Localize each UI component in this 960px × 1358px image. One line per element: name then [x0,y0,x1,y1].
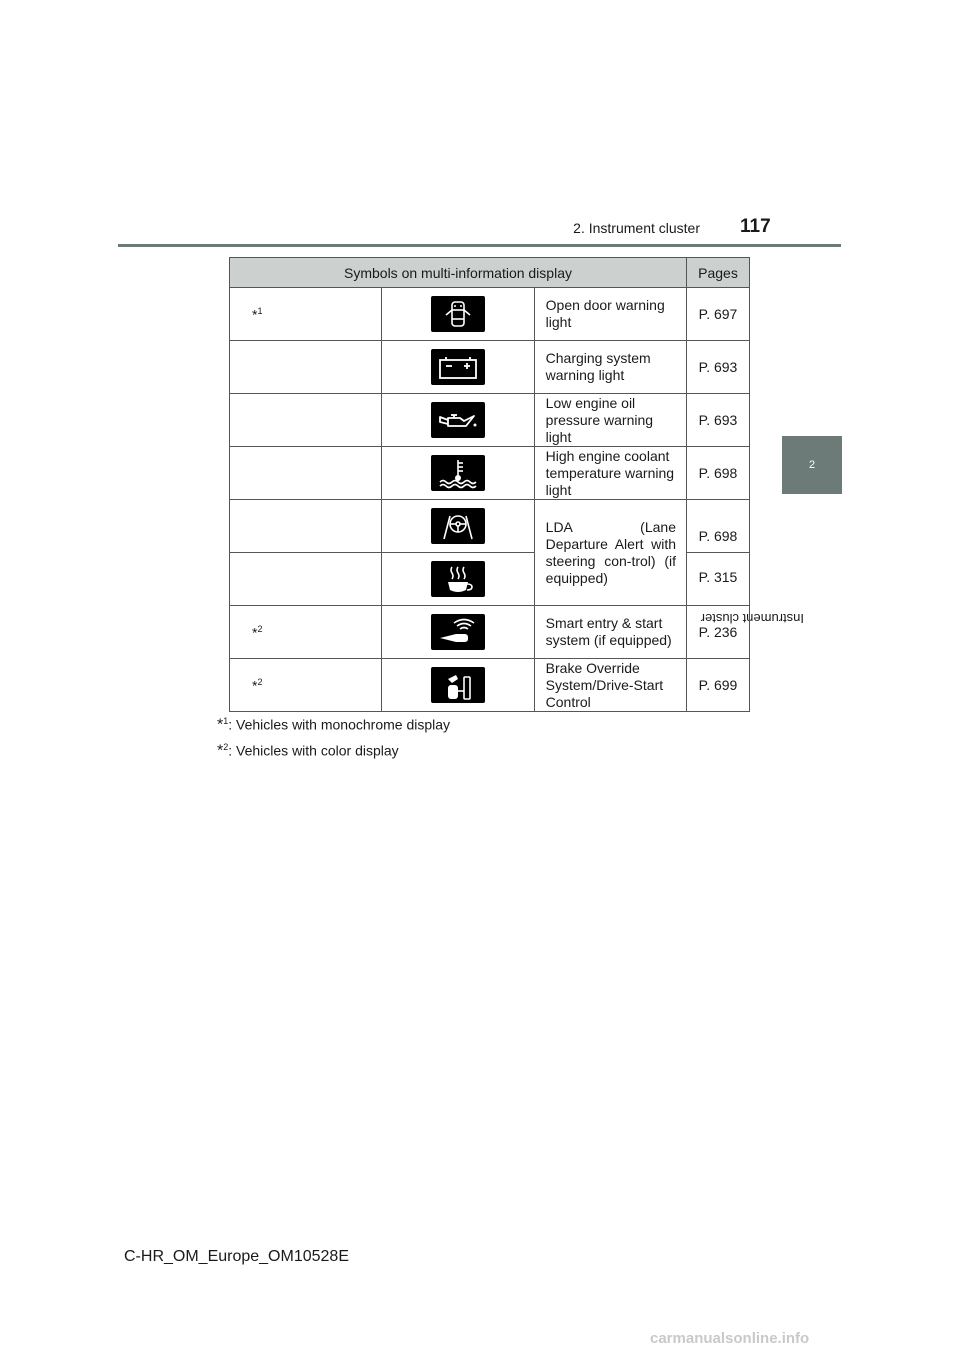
row-description: Brake Override System/Drive-Start Control [534,659,686,712]
table-row [230,341,750,394]
row-description: Open door warning light [534,288,686,341]
page-number: 117 [740,216,771,237]
page-reference[interactable]: P. 697 [687,288,750,341]
open-door-icon [431,296,485,332]
row-description: Charging system warning light [534,341,686,394]
coffee-cup-icon [431,561,485,597]
table-row [230,447,750,500]
brake-pedal-icon [431,667,485,703]
battery-icon [431,349,485,385]
pages-header: Pages [687,258,750,288]
row-description: Smart entry & start system (if equipped) [534,606,686,659]
page-reference[interactable]: P. 699 [687,659,750,712]
document-id: C-HR_OM_Europe_OM10528E [124,1248,349,1265]
chapter-label: Instrument cluster [700,611,804,626]
table-row [230,288,750,341]
availability-mark [230,553,382,606]
symbols-table [229,257,750,712]
row-description: High engine coolant temperature warning light [534,447,686,500]
availability-mark [230,341,382,394]
smart-key-icon [431,614,485,650]
steering-wheel-lane-icon [431,508,485,544]
table-row [230,659,750,712]
row-description: Low engine oil pressure warning light [534,394,686,447]
chapter-tab[interactable]: 2 [782,436,842,494]
header-divider [118,244,841,247]
availability-mark [230,500,382,553]
availability-mark: *$^2$ [230,659,382,712]
row-description: LDA (Lane Departure Alert with steering con-trol) (if equipped) [534,500,686,606]
page-reference[interactable]: P. 315 [687,553,750,606]
coolant-thermometer-icon [431,455,485,491]
symbols-header: Symbols on multi-information display [230,258,687,288]
availability-mark: *$^2$ [230,606,382,659]
availability-mark: *$^1$ [230,288,382,341]
table-row [230,500,750,553]
page-reference[interactable]: P. 693 [687,394,750,447]
page-reference[interactable]: P. 698 [687,447,750,500]
footnote-color: *$^2$: Vehicles with color display [217,742,399,760]
table-row [230,606,750,659]
availability-mark [230,447,382,500]
page-reference[interactable]: P. 693 [687,341,750,394]
oil-can-icon [431,402,485,438]
table-row [230,394,750,447]
watermark: carmanualsonline.info [650,1330,810,1347]
section-title: 2. Instrument cluster [573,220,700,236]
footnote-monochrome: *$^1$: Vehicles with monochrome display [217,716,451,734]
page-reference[interactable]: P. 236 [687,606,750,659]
availability-mark [230,394,382,447]
page-reference[interactable]: P. 698 [687,500,750,553]
